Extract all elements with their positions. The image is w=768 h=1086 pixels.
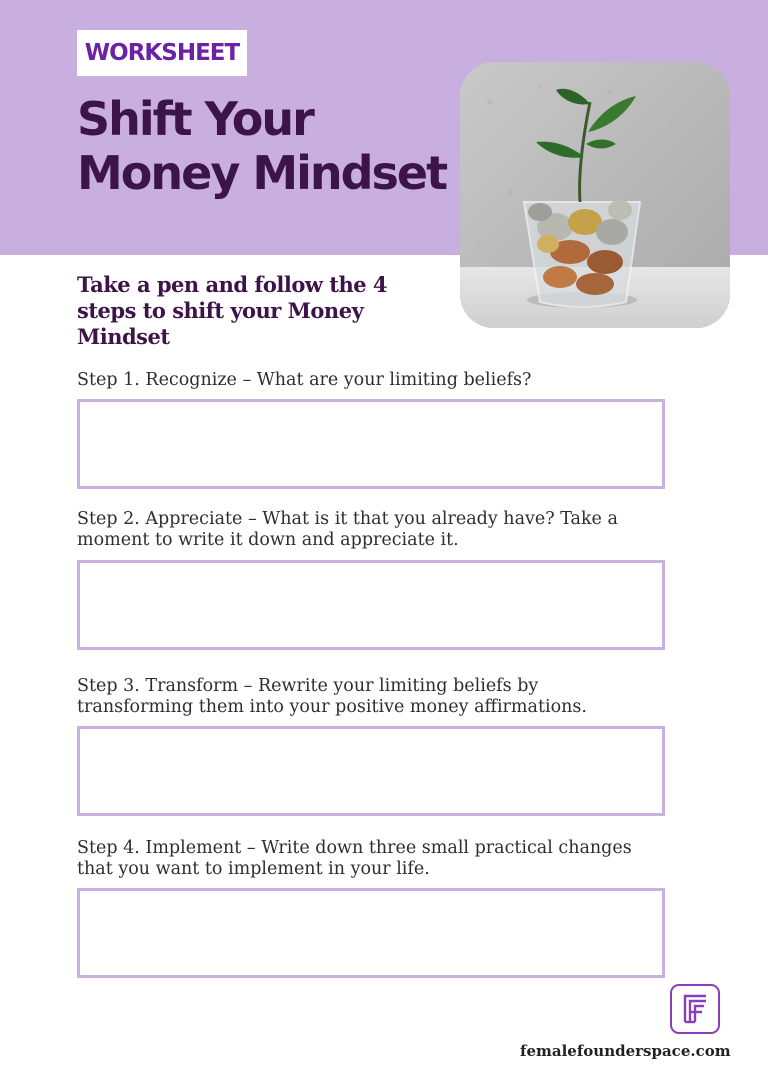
step-3-label-line-1: Step 3. Transform – Rewrite your limiting beliefs by — [77, 676, 539, 696]
step-3-label-line-2: transforming them into your positive money affirmations. — [77, 697, 587, 717]
website-url: femalefounderspace.com — [520, 1042, 731, 1060]
page-title-line-2: Money Mindset — [77, 146, 447, 200]
step-2-label — [77, 509, 677, 551]
step-3-label — [77, 676, 677, 718]
step-4-label-line-2: that you want to implement in your life. — [77, 859, 430, 879]
step-4-label-line-1: Step 4. Implement – Write down three small practical changes — [77, 838, 632, 858]
female-founder-space-logo-icon — [670, 984, 720, 1034]
step-2-label-line-1: Step 2. Appreciate – What is it that you already have? Take a — [77, 509, 618, 529]
step-3-answer-box[interactable] — [77, 726, 665, 816]
step-1-answer-box[interactable] — [77, 399, 665, 489]
step-1-label — [77, 370, 677, 391]
step-1-label-line-1: Step 1. Recognize – What are your limiting beliefs? — [77, 370, 532, 390]
step-4-answer-box[interactable] — [77, 888, 665, 978]
step-2-answer-box[interactable] — [77, 560, 665, 650]
page-title-line-1: Shift Your — [77, 92, 313, 146]
instructions-subtitle: Take a pen and follow the 4 steps to shift your Money Mindset — [77, 272, 388, 349]
step-2-label-line-2: moment to write it down and appreciate it. — [77, 530, 459, 550]
step-4-label — [77, 838, 677, 880]
page-title — [77, 92, 446, 200]
plant-in-coin-jar-photo — [460, 62, 730, 328]
worksheet-tag — [77, 30, 247, 76]
worksheet-tag-label: WORKSHEET — [84, 40, 240, 66]
